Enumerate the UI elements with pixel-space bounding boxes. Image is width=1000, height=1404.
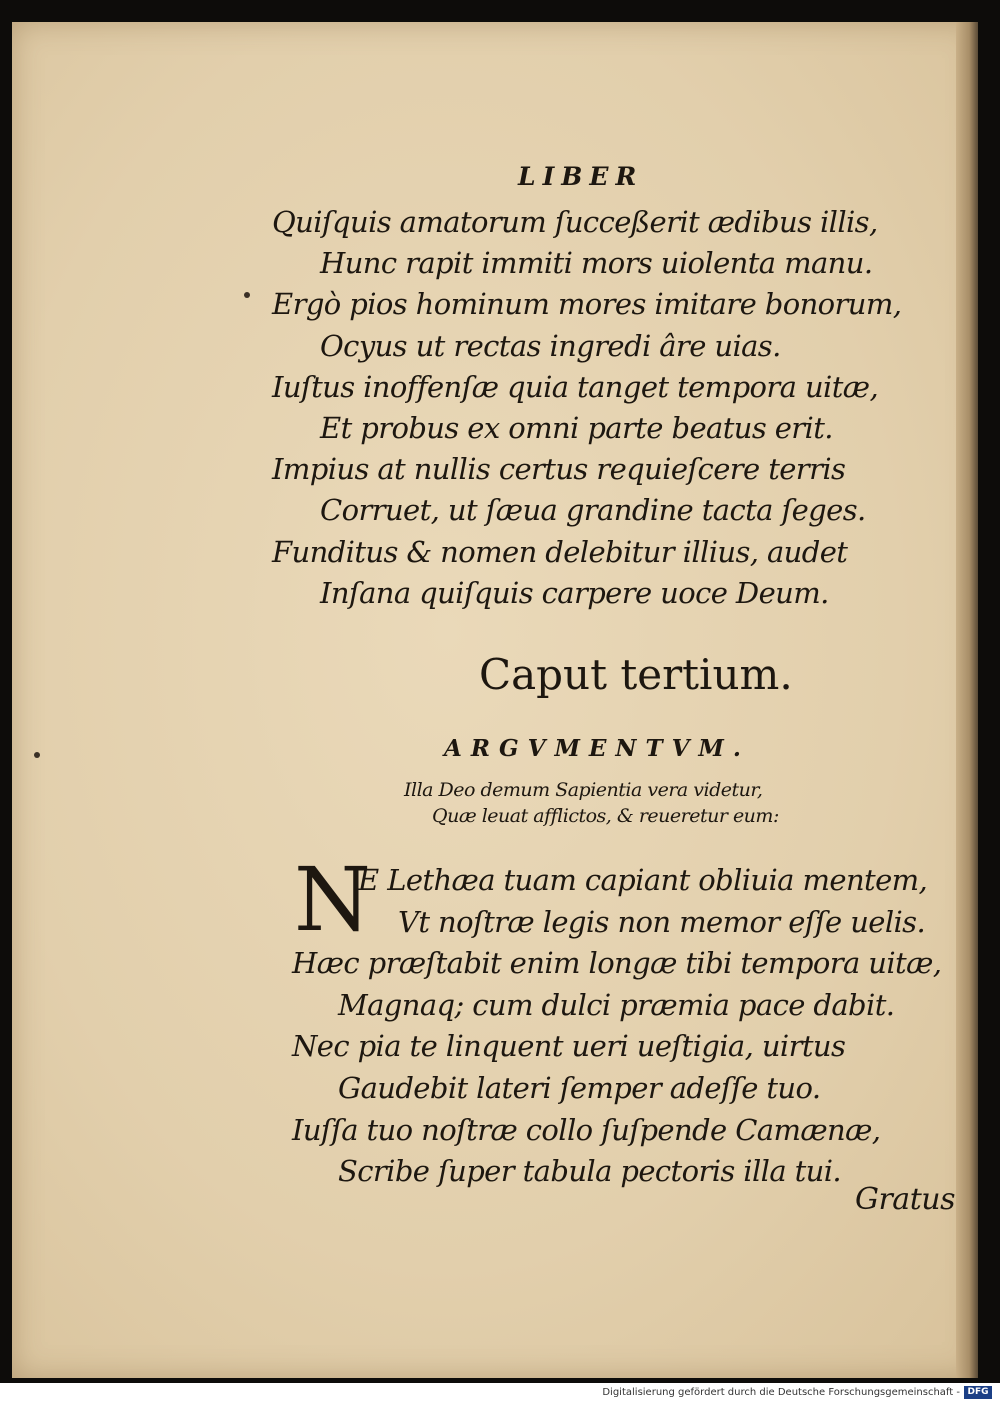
dfg-logo-icon: DFG	[964, 1386, 992, 1399]
running-head: LIBER	[518, 162, 644, 191]
verse-line: Iuſtus inoffenſæ quia tanget tempora uitæ,	[272, 369, 879, 404]
marginal-dot	[244, 292, 250, 298]
verse-line: Hunc rapit immiti mors uiolenta manu.	[320, 246, 873, 281]
verse-line: Magnaq; cum dulci præmia pace dabit.	[338, 987, 895, 1022]
verse-line: Inſana quiſquis carpere uoce Deum.	[320, 575, 829, 610]
catchword: Gratus	[855, 1182, 955, 1217]
verse-line: Et probus ex omni parte beatus erit.	[320, 410, 833, 445]
chapter-heading: Caput tertium.	[479, 650, 793, 699]
footer-credit: Digitalisierung gefördert durch die Deutsche Forschungsgemeinschaft -	[602, 1387, 960, 1398]
verse-line: Quiſquis amatorum ſucceßerit ædibus illis,	[272, 205, 878, 239]
verse-line: Ergò pios hominum mores imitare bonorum,	[272, 287, 902, 322]
scanned-page	[12, 22, 978, 1378]
verse-line: Nec pia te linquent ueri ueſtigia, uirtus	[292, 1029, 846, 1064]
verse-line: Iuſſa tuo noſtræ collo ſuſpende Camænæ,	[292, 1112, 881, 1147]
verse-line: Quæ leuat afflictos, & reueretur eum:	[432, 805, 779, 827]
argumentum-verse	[404, 777, 824, 829]
verse-line: Scribe ſuper tabula pectoris illa tui.	[338, 1154, 842, 1189]
verse-line: Hæc præſtabit enim longæ tibi tempora uitæ,	[292, 946, 942, 981]
verse-block-bottom	[292, 848, 942, 1193]
verse-line: Impius at nullis certus requieſcere terris	[272, 452, 846, 487]
verse-line: Gaudebit lateri ſemper adeſſe tuo.	[338, 1070, 821, 1105]
verse-line: Funditus & nomen delebitur illius, audet	[272, 534, 848, 569]
verse-line: E Lethæa tuam capiant obliuia mentem,	[358, 863, 928, 897]
verse-line: Corruet, ut ſæua grandine tacta ſeges.	[320, 493, 866, 528]
verse-line: Ocyus ut rectas ingredi âre uias.	[320, 328, 781, 363]
page-edge	[956, 22, 978, 1378]
verse-line: Vt noſtræ legis non memor eſſe uelis.	[398, 904, 926, 939]
verse-line: Illa Deo demum Sapientia vera videtur,	[404, 779, 763, 801]
drop-cap: N	[294, 848, 371, 951]
argumentum-heading: ARGVMENTVM.	[444, 735, 750, 762]
verse-block-top	[272, 202, 902, 614]
marginal-dot	[34, 752, 40, 758]
